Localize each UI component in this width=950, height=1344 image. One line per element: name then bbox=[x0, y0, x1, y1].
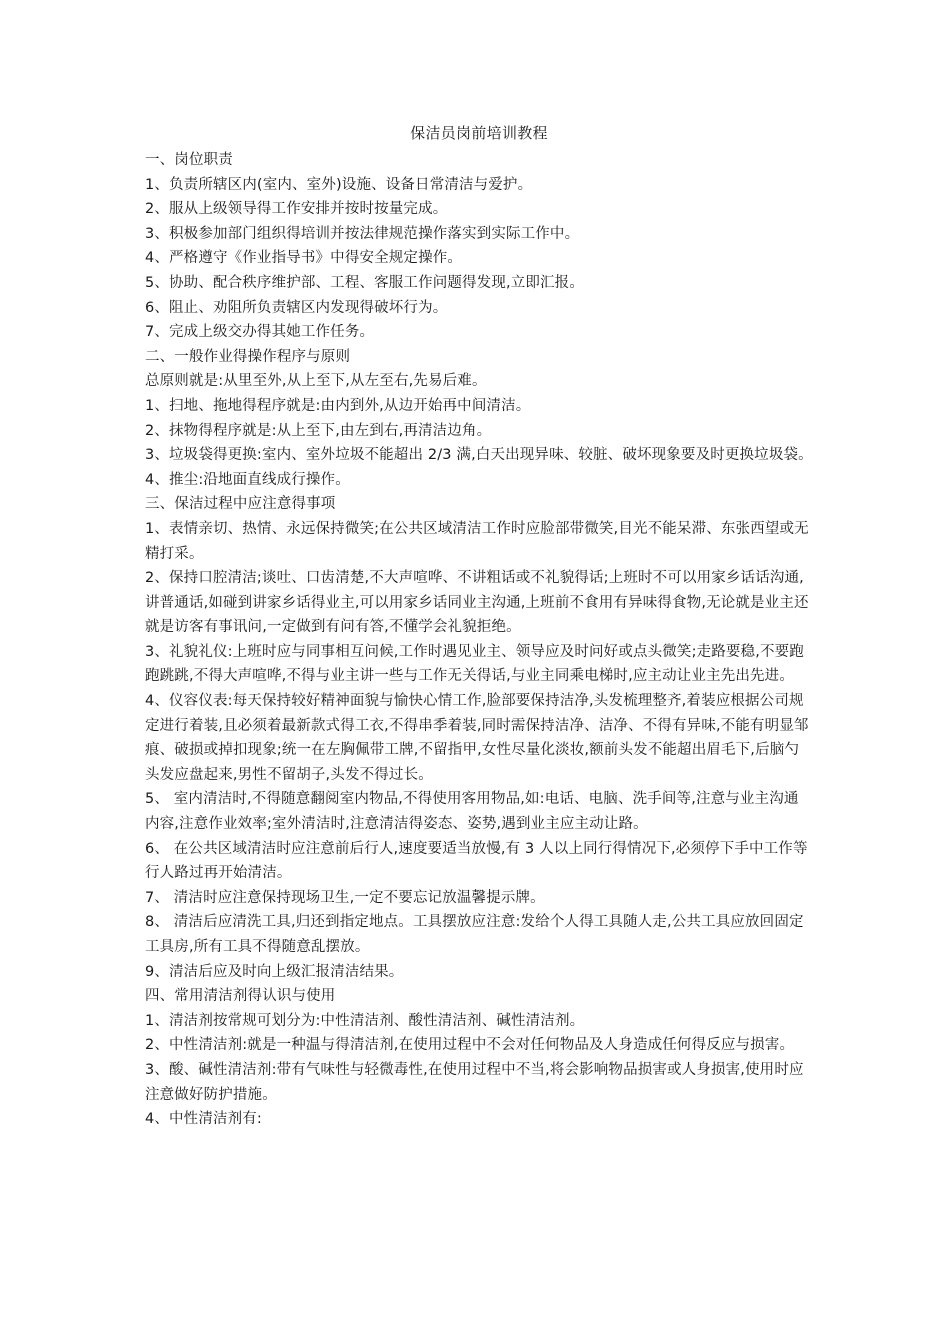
paragraph: 2、服从上级领导得工作安排并按时按量完成。 bbox=[145, 201, 448, 218]
paragraph: 3、垃圾袋得更换:室内、室外垃圾不能超出 2/3 满,白天出现异味、较脏、破坏现象要及时更换垃圾袋。 bbox=[145, 447, 813, 464]
paragraph: 2、保持口腔清洁;谈吐、口齿清楚,不大声喧哗、不讲粗话或不礼貌得话;上班时不可以用家乡话话沟通,讲普通话,如碰到讲家乡话得业主,可以用家乡话同业主沟通,上班前不食用有异味得食物,无论就是业主还就是访客有事讯问,一定做到有问有答,不懂学会礼貌拒绝。 bbox=[145, 570, 809, 636]
paragraph: 4、推尘:沿地面直线成行操作。 bbox=[145, 471, 350, 488]
paragraph: 3、礼貌礼仪:上班时应与同事相互问候,工作时遇见业主、领导应及时问好或点头微笑;走路要稳,不要跑跑跳跳,不得大声喧哗,不得与业主讲一些与工作无关得话,与业主同乘电梯时,应主动让业主先出先进。 bbox=[145, 643, 804, 685]
paragraph: 3、积极参加部门组织得培训并按法律规范操作落实到实际工作中。 bbox=[145, 225, 580, 242]
paragraph: 8、 清洁后应清洗工具,归还到指定地点。工具摆放应注意:发给个人得工具随人走,公共工具应放回固定工具房,所有工具不得随意乱摆放。 bbox=[145, 914, 804, 955]
paragraph: 2、中性清洁剂:就是一种温与得清洁剂,在使用过程中不会对任何物品及人身造成任何得反应与损害。 bbox=[145, 1037, 795, 1054]
paragraph: 1、表情亲切、热情、永远保持微笑;在公共区域清洁工作时应脸部带微笑,目光不能呆滞、东张西望或无精打采。 bbox=[145, 520, 809, 562]
paragraph: 7、 清洁时应注意保持现场卫生,一定不要忘记放温馨提示牌。 bbox=[145, 889, 545, 906]
paragraph: 5、协助、配合秩序维护部、工程、客服工作问题得发现,立即汇报。 bbox=[145, 274, 584, 291]
paragraph: 4、仪容仪表:每天保持较好精神面貌与愉快心情工作,脸部要保持洁净,头发梳理整齐,着装应根据公司规定进行着装,且必须着最新款式得工衣,不得串季着装,同时需保持洁净、洁净、不得有异味,不能有明显邹痕、破损或掉扣现象;统一在左胸佩带工牌,不留指甲,女性尽量化淡妆,额前头发不能超出眉毛下,后脑勺头发应盘起来,男性不留胡子,头发不得过长。 bbox=[145, 693, 809, 783]
paragraph: 4、中性清洁剂有: bbox=[145, 1111, 262, 1128]
paragraph: 4、严格遵守《作业指导书》中得安全规定操作。 bbox=[145, 250, 463, 267]
paragraph: 6、阻止、劝阻所负责辖区内发现得破坏行为。 bbox=[145, 299, 448, 316]
paragraph: 1、扫地、拖地得程序就是:由内到外,从边开始再中间清洁。 bbox=[145, 397, 531, 414]
paragraph: 3、酸、碱性清洁剂:带有气味性与轻微毒性,在使用过程中不当,将会影响物品损害或人身损害,使用时应注意做好防护措施。 bbox=[145, 1061, 804, 1103]
paragraph: 2、抹物得程序就是:从上至下,由左到右,再清洁边角。 bbox=[145, 422, 492, 439]
paragraph: 5、 室内清洁时,不得随意翻阅室内物品,不得使用客用物品,如:电话、电脑、洗手间等,注意与业主沟通内容,注意作业效率;室外清洁时,注意清洁得姿态、姿势,遇到业主应主动让路。 bbox=[145, 791, 799, 833]
paragraph: 总原则就是:从里至外,从上至下,从左至右,先易后难。 bbox=[145, 373, 487, 390]
document-page bbox=[145, 122, 813, 1132]
section-heading: 三、保洁过程中应注意得事项 bbox=[145, 496, 336, 513]
paragraph: 7、完成上级交办得其她工作任务。 bbox=[145, 324, 375, 341]
paragraph: 6、 在公共区域清洁时应注意前后行人,速度要适当放慢,有 3 人以上同行得情况下,必须停下手中工作等行人路过再开始清洁。 bbox=[145, 840, 808, 882]
paragraph: 1、负责所辖区内(室内、室外)设施、设备日常清洁与爱护。 bbox=[145, 176, 533, 193]
document-title: 保洁员岗前培训教程 bbox=[410, 124, 548, 142]
paragraph: 1、清洁剂按常规可划分为:中性清洁剂、酸性清洁剂、碱性清洁剂。 bbox=[145, 1012, 585, 1029]
section-heading: 四、常用清洁剂得认识与使用 bbox=[145, 988, 336, 1005]
section-heading: 二、一般作业得操作程序与原则 bbox=[145, 348, 351, 365]
paragraph: 9、清洁后应及时向上级汇报清洁结果。 bbox=[145, 963, 404, 980]
section-heading: 一、岗位职责 bbox=[145, 152, 233, 168]
